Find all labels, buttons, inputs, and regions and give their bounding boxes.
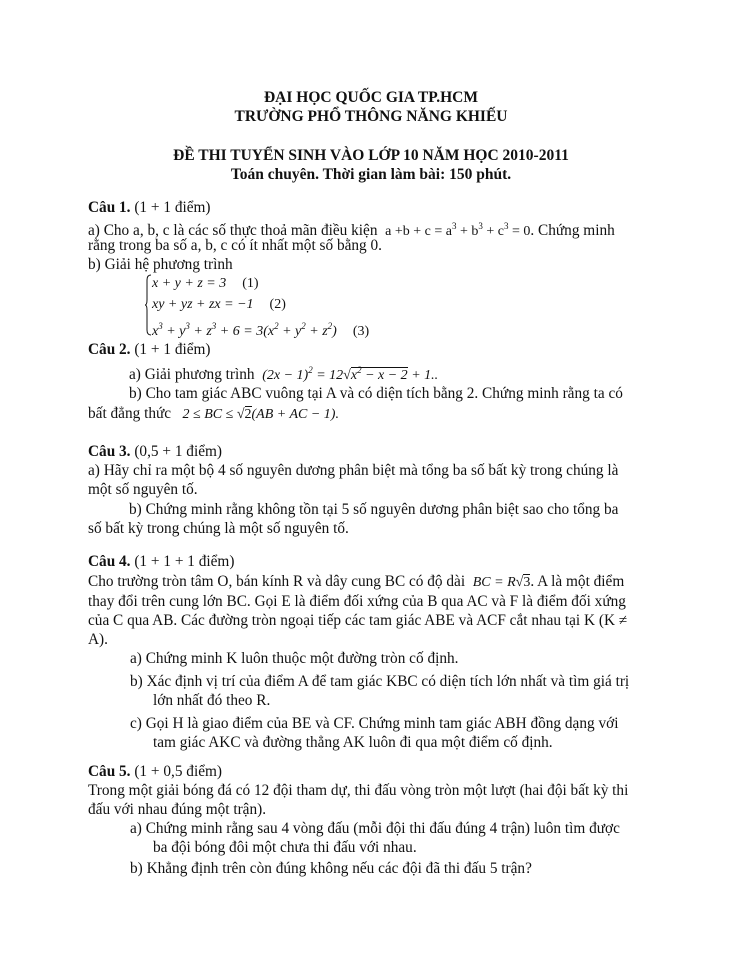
q4-part-c-line2: tam giác AKC và đường thẳng AK luôn đi qua một điểm cố định. <box>153 734 553 751</box>
q4-part-c-line1: c) Gọi H là giao điểm của BE và CF. Chứng minh tam giác ABH đồng dạng với <box>130 715 619 732</box>
school-name: TRƯỜNG PHỔ THÔNG NĂNG KHIẾU <box>234 108 508 125</box>
q3-part-a-line1: a) Hãy chỉ ra một bộ 4 số nguyên dương phân biệt mà tổng ba số bất kỳ trong chúng là <box>88 462 619 479</box>
equation: $(2x - 1)^2 = 12√x^2 - x - 2 + 1$.. <box>262 365 439 383</box>
question-label: Câu 5. <box>88 763 131 780</box>
q4-paragraph-line4: A). <box>88 631 108 648</box>
condition-formula: $a +b + c = a^3 + b^3 + c^3 = 0$ <box>385 221 531 239</box>
system-brace-icon <box>145 274 151 336</box>
q5-part-a-line2: ba đội bóng đôi một chưa thi đấu với nhau. <box>153 839 417 856</box>
question-label: Câu 2. <box>88 341 131 358</box>
q4-part-b-line1: b) Xác định vị trí của điểm A để tam giác KBC có diện tích lớn nhất và tìm giá trị <box>130 673 630 690</box>
question-points: (1 + 0,5 điểm) <box>134 763 222 780</box>
equation-3: $x^3 + y^3 + z^3 + 6 = 3(x^2 + y^2 + z^2)$ (3) <box>152 321 370 339</box>
q3-part-b-line1: b) Chứng minh rằng không tồn tại 5 số nguyên dương phân biệt sao cho tổng ba <box>129 501 619 518</box>
text: a) Cho a, b, c là các số thực thoả mãn điều kiện <box>88 222 378 239</box>
q4-paragraph-line2: thay đổi trên cung lớn BC. Gọi E là điểm đối xứng của B qua AC và F là điểm đối xứng <box>88 593 626 610</box>
q5-paragraph-line2: đấu với nhau đúng một trận). <box>88 801 267 818</box>
q3-part-b-line2: số bất kỳ trong chúng là một số nguyên tố. <box>88 520 349 537</box>
text: . Chứng minh <box>530 222 615 239</box>
exam-subtitle: Toán chuyên. Thời gian làm bài: 150 phút. <box>230 166 512 183</box>
q1-part-b: b) Giải hệ phương trình <box>88 256 233 273</box>
question-label: Câu 4. <box>88 553 131 570</box>
chord-length-formula: BC = R√3 <box>472 575 531 590</box>
question-1-heading <box>88 198 211 217</box>
q4-paragraph-line1: Cho trường tròn tâm O, bán kính R và dây cung BC có độ dài BC = R√3. A là một điểm <box>88 573 625 590</box>
inequality: 2 ≤ BC ≤ √2(AB + AC − 1). <box>182 407 339 422</box>
q4-part-b-line2: lớn nhất đó theo R. <box>153 692 271 709</box>
q4-paragraph-line3: của C qua AB. Các đường tròn ngoại tiếp các tam giác ABE và ACF cắt nhau tại K (K ≠ <box>88 612 628 629</box>
q3-part-a-line2: một số nguyên tố. <box>88 481 198 498</box>
q2-part-a: a) Giải phương trình $(2x - 1)^2 = 12√x^2 - x - 2 + 1$.. <box>129 365 439 383</box>
exam-title: ĐỀ THI TUYỂN SINH VÀO LỚP 10 NĂM HỌC 2010-2011 <box>173 147 569 164</box>
question-points: (0,5 + 1 điểm) <box>134 443 222 460</box>
q5-part-b: b) Khẳng định trên còn đúng không nếu các đội đã thi đấu 5 trận? <box>130 860 532 877</box>
question-3-heading <box>88 442 222 461</box>
question-label: Câu 1. <box>88 199 131 216</box>
question-points: (1 + 1 + 1 điểm) <box>134 553 235 570</box>
question-points: (1 + 1 điểm) <box>134 199 211 216</box>
equation-1: x + y + z = 3 (1) <box>152 276 259 291</box>
q1-part-a-line2: rằng trong ba số a, b, c có ít nhất một số bằng 0. <box>88 237 382 254</box>
q5-part-a-line1: a) Chứng minh rằng sau 4 vòng đấu (mỗi đội thi đấu đúng 4 trận) luôn tìm được <box>130 820 620 837</box>
q2-part-b-line2: bất đẳng thức 2 ≤ BC ≤ √2(AB + AC − 1). <box>88 405 339 422</box>
question-label: Câu 3. <box>88 443 131 460</box>
q4-part-a: a) Chứng minh K luôn thuộc một đường tròn cố định. <box>130 650 459 667</box>
question-5-heading <box>88 762 222 781</box>
q2-part-b-line1: b) Cho tam giác ABC vuông tại A và có diện tích bằng 2. Chứng minh rằng ta có <box>129 385 623 402</box>
question-4-heading <box>88 552 234 571</box>
question-2-heading <box>88 340 211 359</box>
q5-paragraph-line1: Trong một giải bóng đá có 12 đội tham dự, thi đấu vòng tròn một lượt (hai đội bất kỳ thi <box>88 782 629 799</box>
equation-2: xy + yz + zx = −1 (2) <box>152 297 286 312</box>
university-name: ĐẠI HỌC QUỐC GIA TP.HCM <box>263 89 478 106</box>
question-points: (1 + 1 điểm) <box>134 341 211 358</box>
